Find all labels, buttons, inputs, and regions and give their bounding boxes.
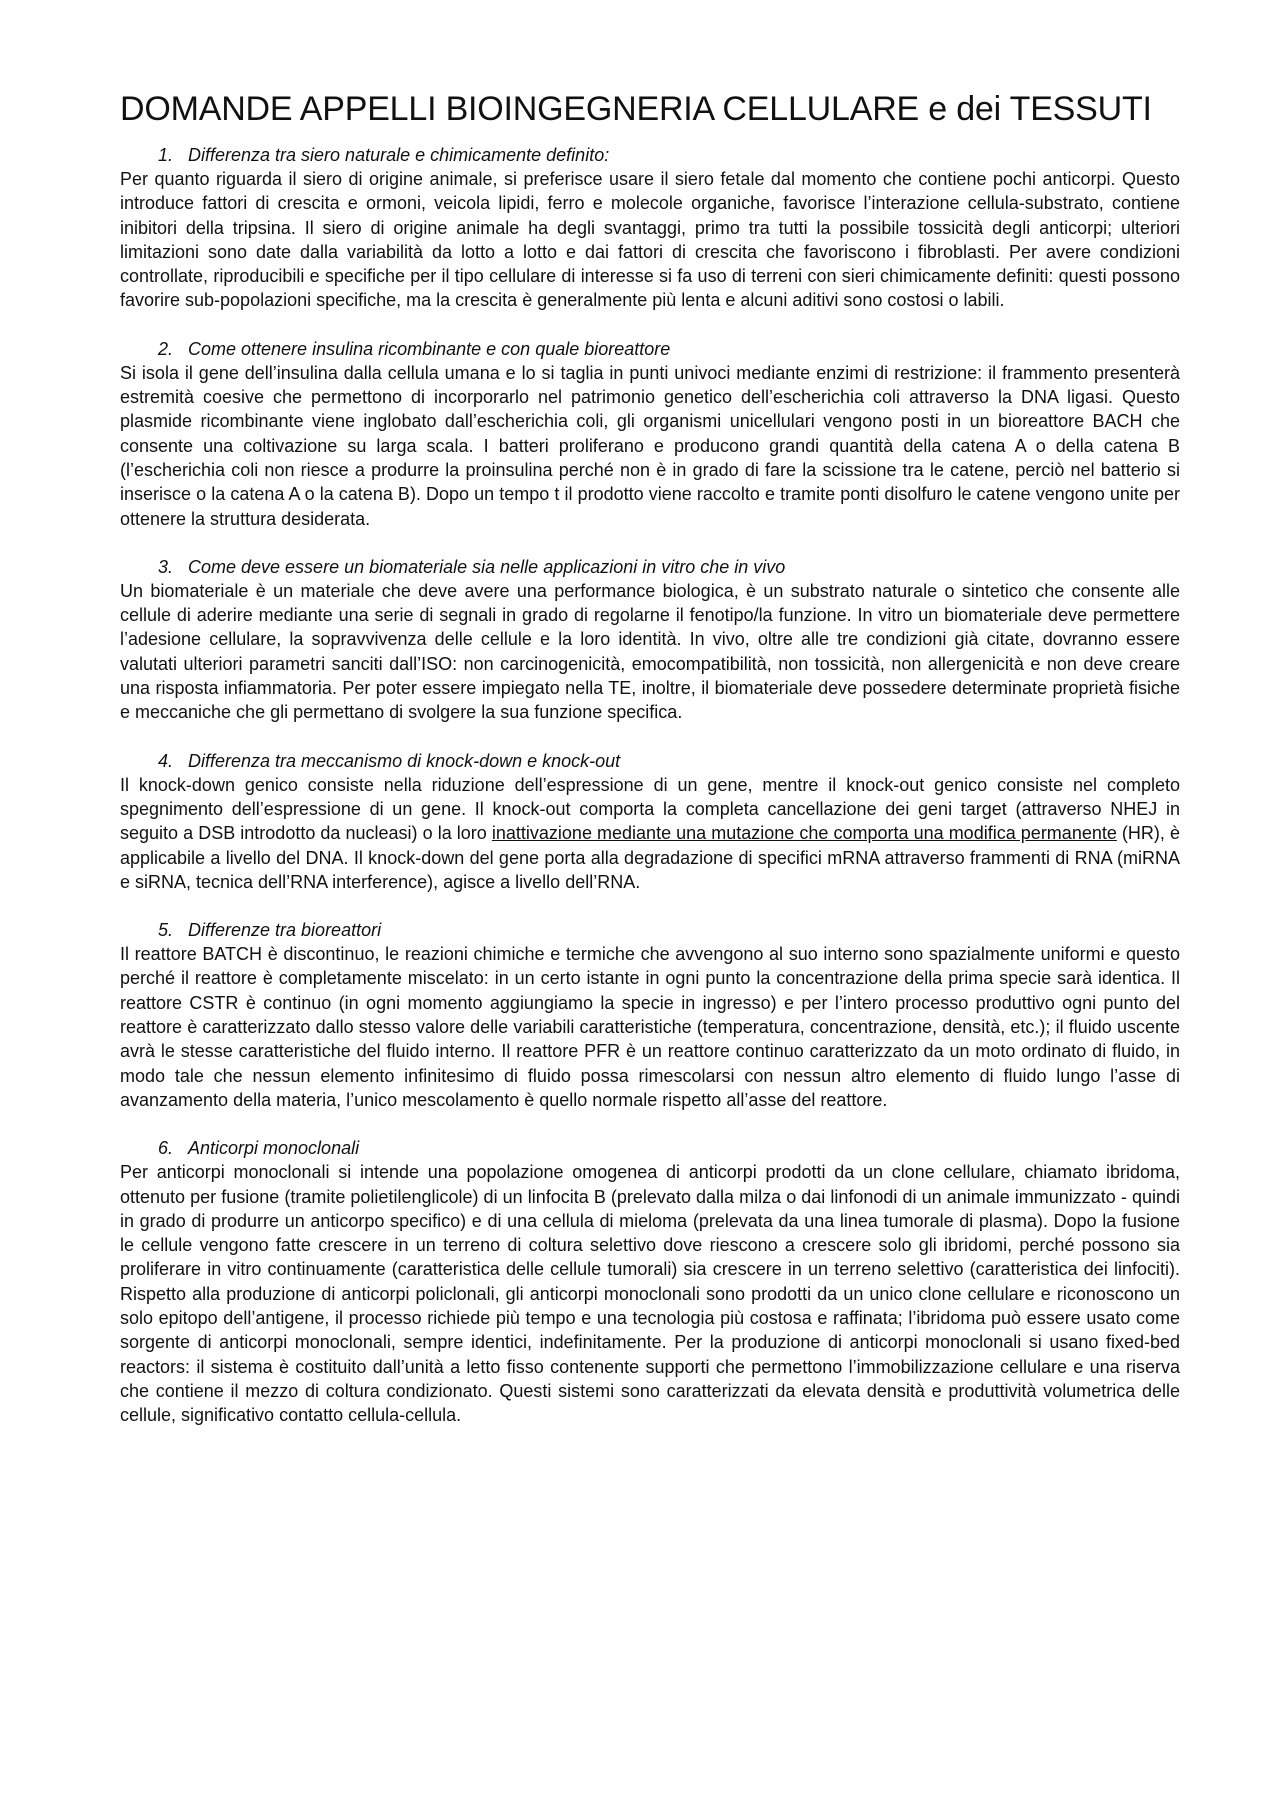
question-number: 4.: [158, 750, 174, 771]
answer-text-part: Il knock-down genico consiste nella riduzione dell’espressione di un gene, mentre il knock-out genico consiste nel completo spegnimento dell’espressione di un gene. Il knock-out comporta la completa cancellazione dei geni target (attraverso NHEJ in seguito a DSB introdotto da nucleasi) o la loro: [120, 774, 1180, 844]
answer-text: Un biomateriale è un materiale che deve avere una performance biologica, è un substrato naturale o sintetico che consente alle cellule di aderire mediante una serie di segnali in grado di regolarne il fenotipo/la funzione. In vitro un biomateriale deve permettere l’adesione cellulare, la sopravvivenza delle cellule e la loro identità. In vivo, oltre alle tre condizioni già citate, dovranno essere valutati ulteriori parametri sanciti dall’ISO: non carcinogenicità, emocompatibilità, non tossicità, non allergenicità e non deve creare una risposta infiammatoria. Per poter essere impiegato nella TE, inoltre, il biomateriale deve possedere determinate proprietà fisiche e meccaniche che gli permettano di svolgere la sua funzione specifica.: [120, 580, 1180, 723]
question-4: [120, 749, 1180, 894]
question-number: 6.: [158, 1138, 174, 1159]
answer-text: Il reattore BATCH è discontinuo, le reazioni chimiche e termiche che avvengono al suo interno sono spazialmente uniformi e questo perché il reattore è completamente miscelato: in un certo istante in ogni punto la concentrazione della prima specie sarà identica. Il reattore CSTR è continuo (in ogni momento aggiungiamo la specie in ingresso) e per l’intero processo produttivo ogni punto del reattore è caratterizzato dallo stesso valore delle variabili caratteristiche (temperatura, concentrazione, densità, etc.); il fluido uscente avrà le stesse caratteristiche del fluido interno. Il reattore PFR è un reattore continuo caratterizzato da un moto ordinato di fluido, in modo tale che nessun elemento infinitesimo di fluido possa rimescolarsi con nessun altro elemento di fluido lungo l’asse di avanzamento della materia, l’unico mescolamento è quello normale rispetto all’asse del reattore.: [120, 944, 1180, 1110]
question-number: 5.: [158, 920, 174, 941]
answer-text-part: (HR), è applicabile a livello del DNA. Il knock-down del gene porta alla degradazione di specifici mRNA attraverso frammenti di RNA (miRNA e siRNA, tecnica dell’RNA interference), agisce a livello dell’RNA.: [120, 823, 1181, 892]
answer-text: Per anticorpi monoclonali si intende una popolazione omogenea di anticorpi prodotti da un clone cellulare, chiamato ibridoma, ottenuto per fusione (tramite polietilenglicole) di un linfocita B (prelevato dalla milza o dai linfonodi di un animale immunizzato - quindi in grado di produrre un anticorpo specifico) e di una cellula di mieloma (prelevata da una linea tumorale di plasma). Dopo la fusione le cellule vengono fatte crescere in un terreno di coltura selettivo dove riescono a crescere solo gli ibridomi, perché possono sia proliferare in vitro continuamente (caratteristica delle cellule tumorali) sia crescere in un terreno selettivo (caratteristica dei linfociti). Rispetto alla produzione di anticorpi policlonali, gli anticorpi monoclonali sono prodotti da un unico clone cellulare e riconoscono un solo epitopo dell’antigene, il processo richiede più tempo e una tecnologia più costosa e raffinata; l’ibridoma può essere usato come sorgente di anticorpi monoclonali, sempre identici, indefinitamente. Per la produzione di anticorpi monoclonali si usano fixed-bed reactors: il sistema è costituito dall’unità a letto fisso contenente supporti che permettono l’immobilizzazione cellulare e una riserva che contiene il mezzo di coltura condizionato. Questi sistemi sono caratterizzati da elevata densità e produttività volumetrica delle cellule, significativo contatto cellula-cellula.: [120, 1162, 1180, 1426]
question-number: 2.: [158, 338, 174, 359]
question-heading: [120, 749, 1180, 773]
question-heading: [120, 918, 1180, 942]
answer-text: [120, 773, 1180, 894]
question-title: Differenza tra meccanismo di knock-down e knock-out: [188, 750, 621, 771]
underlined-phrase: inattivazione mediante una mutazione che comporta una modifica permanente: [491, 823, 1117, 844]
question-heading: [120, 337, 1180, 361]
question-title: Anticorpi monoclonali: [188, 1138, 360, 1159]
question-2: [120, 337, 1180, 531]
question-6: [120, 1136, 1180, 1427]
question-heading: [120, 555, 1180, 579]
answer-text: Per quanto riguarda il siero di origine animale, si preferisce usare il siero fetale dal momento che contiene pochi anticorpi. Questo introduce fattori di crescita e ormoni, veicola lipidi, ferro e molecole organiche, favorisce l’interazione cellula-substrato, contiene inibitori della tripsina. Il siero di origine animale ha degli svantaggi, primo tra tutti la possibile tossicità degli anticorpi; ulteriori limitazioni sono date dalla variabilità da lotto a lotto e dai fattori di crescita che favoriscono i fibroblasti. Per avere condizioni controllate, riproducibili e specifiche per il tipo cellulare di interesse si fa uso di terreni con sieri chimicamente definiti: questi possono favorire sub-popolazioni specifiche, ma la crescita è generalmente più lenta e alcuni aditivi sono costosi o labili.: [120, 169, 1180, 311]
question-title: Come deve essere un biomateriale sia nelle applicazioni in vitro che in vivo: [188, 556, 786, 577]
question-title: Differenza tra siero naturale e chimicamente definito:: [188, 145, 610, 165]
question-heading: [120, 143, 1180, 167]
question-title: Come ottenere insulina ricombinante e con quale bioreattore: [188, 338, 671, 359]
question-title: Differenze tra bioreattori: [188, 920, 382, 941]
question-number: 1.: [158, 145, 174, 165]
question-3: [120, 555, 1180, 725]
answer-text: Si isola il gene dell’insulina dalla cellula umana e lo si taglia in punti univoci mediante enzimi di restrizione: il frammento presenterà estremità coesive che permettono di incorporarlo nel patrimonio genetico dell’escherichia coli attraverso la DNA ligasi. Questo plasmide ricombinante viene inglobato dall’escherichia coli, gli organismi unicellulari vengono posti in un bioreattore BACH che consente una coltivazione su larga scala. I batteri proliferano e producono grandi quantità della catena A o della catena B (l’escherichia coli non riesce a produrre la proinsulina perché non è in grado di fare la scissione tra le catene, perciò nel batterio si inserisce o la catena A o la catena B). Dopo un tempo t il prodotto viene raccolto e tramite ponti disolfuro le catene vengono unite per ottenere la struttura desiderata.: [120, 362, 1180, 529]
question-1: [120, 143, 1180, 313]
question-number: 3.: [158, 556, 174, 577]
question-5: [120, 918, 1180, 1112]
question-heading: [120, 1136, 1180, 1160]
document-title: DOMANDE APPELLI BIOINGEGNERIA CELLULARE e dei TESSUTI: [120, 90, 1152, 128]
document-page: [120, 90, 1180, 1451]
